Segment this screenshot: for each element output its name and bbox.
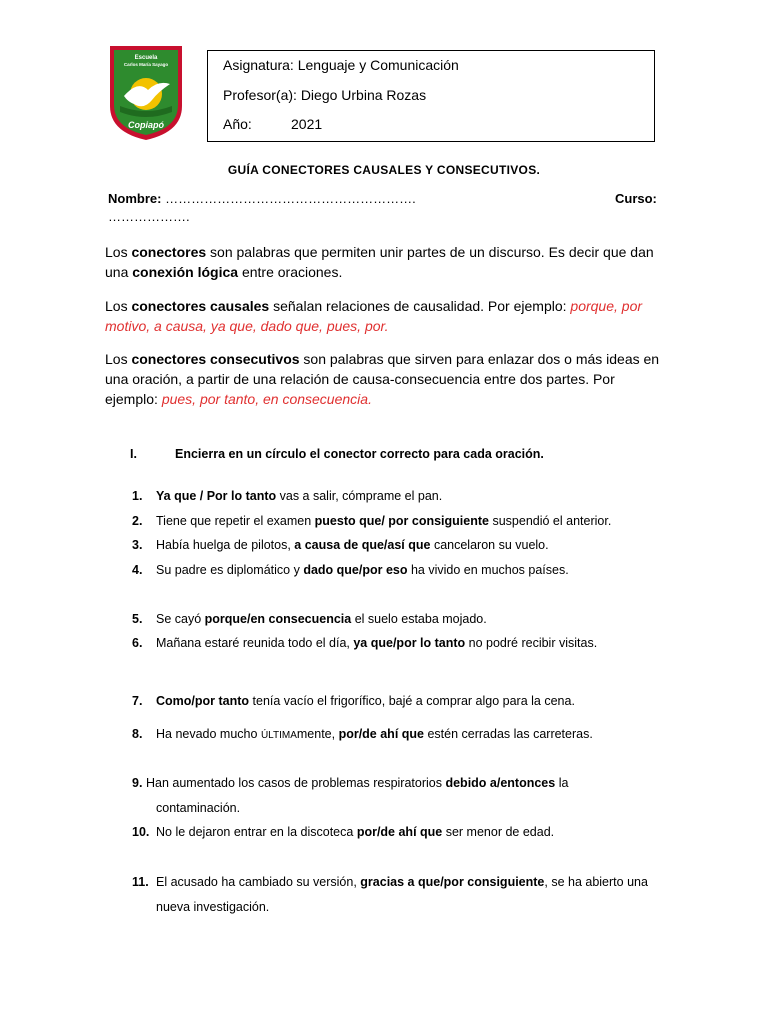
item-connectors[interactable]: a causa de que/así que bbox=[294, 538, 431, 552]
course-label: Curso: bbox=[615, 191, 657, 206]
paragraph-conectores bbox=[105, 242, 665, 282]
item-connectors[interactable]: ya que/por lo tanto bbox=[353, 636, 466, 650]
item-connectors[interactable]: Como/por tanto bbox=[156, 694, 250, 708]
p3-examples: pues, por tanto, en consecuencia. bbox=[161, 391, 372, 407]
item-text: suspendió el anterior. bbox=[488, 514, 612, 528]
exercise-item bbox=[132, 771, 646, 820]
logo-city: Copiapó bbox=[128, 120, 164, 130]
exercise-item bbox=[132, 607, 672, 632]
exercise-item bbox=[132, 722, 596, 749]
p1-text: entre oraciones. bbox=[238, 264, 343, 280]
item-number: 4. bbox=[132, 563, 143, 577]
name-label: Nombre: bbox=[108, 191, 162, 206]
exercise-item bbox=[132, 509, 672, 534]
section-instruction: Encierra en un círculo el conector correcto para cada oración. bbox=[175, 447, 544, 461]
teacher-label: Profesor(a): bbox=[223, 87, 297, 103]
item-number: 6. bbox=[132, 636, 143, 650]
p2-examples: porque, por motivo, a causa, ya que, dado que, pues, por. bbox=[105, 298, 643, 334]
item-text: El acusado ha cambiado su versión, bbox=[156, 875, 361, 889]
p1-bold-term: conectores bbox=[131, 244, 207, 260]
p1-bold-term: conexión lógica bbox=[132, 264, 239, 280]
p3-text: son palabras que sirven para enlazar dos o más ideas en una oración, a partir de una relación de causa-consecuencia entre dos partes. Por ejemplo: bbox=[105, 351, 660, 407]
exercise-item bbox=[132, 558, 576, 583]
p1-text: son palabras que permiten unir partes de un discurso. Es decir que dan una bbox=[105, 244, 654, 280]
item-number: 1. bbox=[132, 489, 143, 503]
paragraph-causales bbox=[105, 296, 665, 336]
item-text: cancelaron su vuelo. bbox=[430, 538, 549, 552]
subject-row bbox=[223, 57, 459, 73]
item-text: Mañana estaré reunida todo el día, bbox=[156, 636, 354, 650]
item-text: ha vivido en muchos países. bbox=[407, 563, 569, 577]
item-text: el suelo estaba mojado. bbox=[351, 612, 487, 626]
item-text: , se ha abierto una nueva investigación. bbox=[156, 875, 648, 914]
logo-school-line1: Escuela bbox=[134, 55, 158, 61]
logo-school-line2: Carlos María Sayago bbox=[123, 62, 169, 67]
p1-text: Los bbox=[105, 244, 132, 260]
item-connectors[interactable]: por/de ahí que bbox=[338, 727, 424, 741]
p2-bold-term: conectores causales bbox=[131, 298, 270, 314]
item-number: 9. bbox=[132, 776, 143, 790]
p3-text: Los bbox=[105, 351, 132, 367]
item-text: ser menor de edad. bbox=[442, 825, 555, 839]
section-numeral: I. bbox=[130, 447, 137, 461]
item-text: Han aumentado los casos de problemas respiratorios bbox=[146, 776, 446, 790]
item-text: mente, bbox=[296, 727, 339, 741]
item-number: 8. bbox=[132, 727, 143, 741]
item-number: 2. bbox=[132, 514, 143, 528]
p3-bold-term: conectores consecutivos bbox=[131, 351, 300, 367]
p2-text: Los bbox=[105, 298, 132, 314]
item-number: 5. bbox=[132, 612, 143, 626]
name-dots: …………………………………………………. bbox=[165, 191, 416, 206]
item-number: 7. bbox=[132, 694, 143, 708]
teacher-row bbox=[223, 87, 426, 103]
header-info-box bbox=[207, 50, 655, 142]
page-title: GUÍA CONECTORES CAUSALES Y CONSECUTIVOS. bbox=[227, 163, 541, 177]
item-text: Su padre es diplomático y bbox=[156, 563, 304, 577]
teacher-value: Diego Urbina Rozas bbox=[300, 87, 427, 103]
item-connectors[interactable]: dado que/por eso bbox=[303, 563, 408, 577]
item-text: estén cerradas las carreteras. bbox=[424, 727, 593, 741]
course-dots: ………………. bbox=[108, 209, 190, 224]
year-label: Año: bbox=[223, 116, 252, 132]
item-connectors[interactable]: Ya que / Por lo tanto bbox=[156, 489, 277, 503]
exercise-item bbox=[132, 689, 672, 714]
item-number: 3. bbox=[132, 538, 143, 552]
item-text: vas a salir, cómprame el pan. bbox=[276, 489, 443, 503]
item-text: Tiene que repetir el examen bbox=[156, 514, 315, 528]
paragraph-consecutivos bbox=[105, 349, 665, 409]
subject-value: Lenguaje y Comunicación bbox=[297, 57, 459, 73]
item-connectors[interactable]: gracias a que/por consiguiente bbox=[360, 875, 545, 889]
exercise-item bbox=[132, 631, 626, 656]
item-text: no podré recibir visitas. bbox=[465, 636, 598, 650]
item-text: la contaminación. bbox=[156, 776, 569, 815]
item-text: Ha nevado mucho bbox=[156, 727, 261, 741]
item-text: tenía vacío el frigorífico, bajé a comprar algo para la cena. bbox=[249, 694, 575, 708]
item-connectors[interactable]: porque/en consecuencia bbox=[204, 612, 352, 626]
item-number: 11. bbox=[132, 875, 149, 889]
year-value: 2021 bbox=[291, 116, 323, 132]
name-field bbox=[108, 191, 416, 206]
year-row bbox=[223, 116, 323, 132]
exercise-item bbox=[132, 870, 656, 919]
item-text: Se cayó bbox=[156, 612, 205, 626]
item-text: Había huelga de pilotos, bbox=[156, 538, 295, 552]
item-number: 10. bbox=[132, 825, 150, 839]
exercise-item bbox=[132, 820, 576, 845]
item-text: ÚLTIMA bbox=[260, 730, 297, 741]
school-logo bbox=[106, 44, 186, 142]
item-connectors[interactable]: puesto que/ por consiguiente bbox=[314, 514, 489, 528]
subject-label: Asignatura: bbox=[223, 57, 294, 73]
item-connectors[interactable]: debido a/entonces bbox=[445, 776, 556, 790]
p2-text: señalan relaciones de causalidad. Por ejemplo: bbox=[269, 298, 571, 314]
section-heading bbox=[130, 447, 544, 461]
item-text: No le dejaron entrar en la discoteca bbox=[156, 825, 357, 839]
item-connectors[interactable]: por/de ahí que bbox=[356, 825, 443, 839]
exercise-item bbox=[132, 484, 672, 509]
exercise-item bbox=[132, 533, 672, 558]
